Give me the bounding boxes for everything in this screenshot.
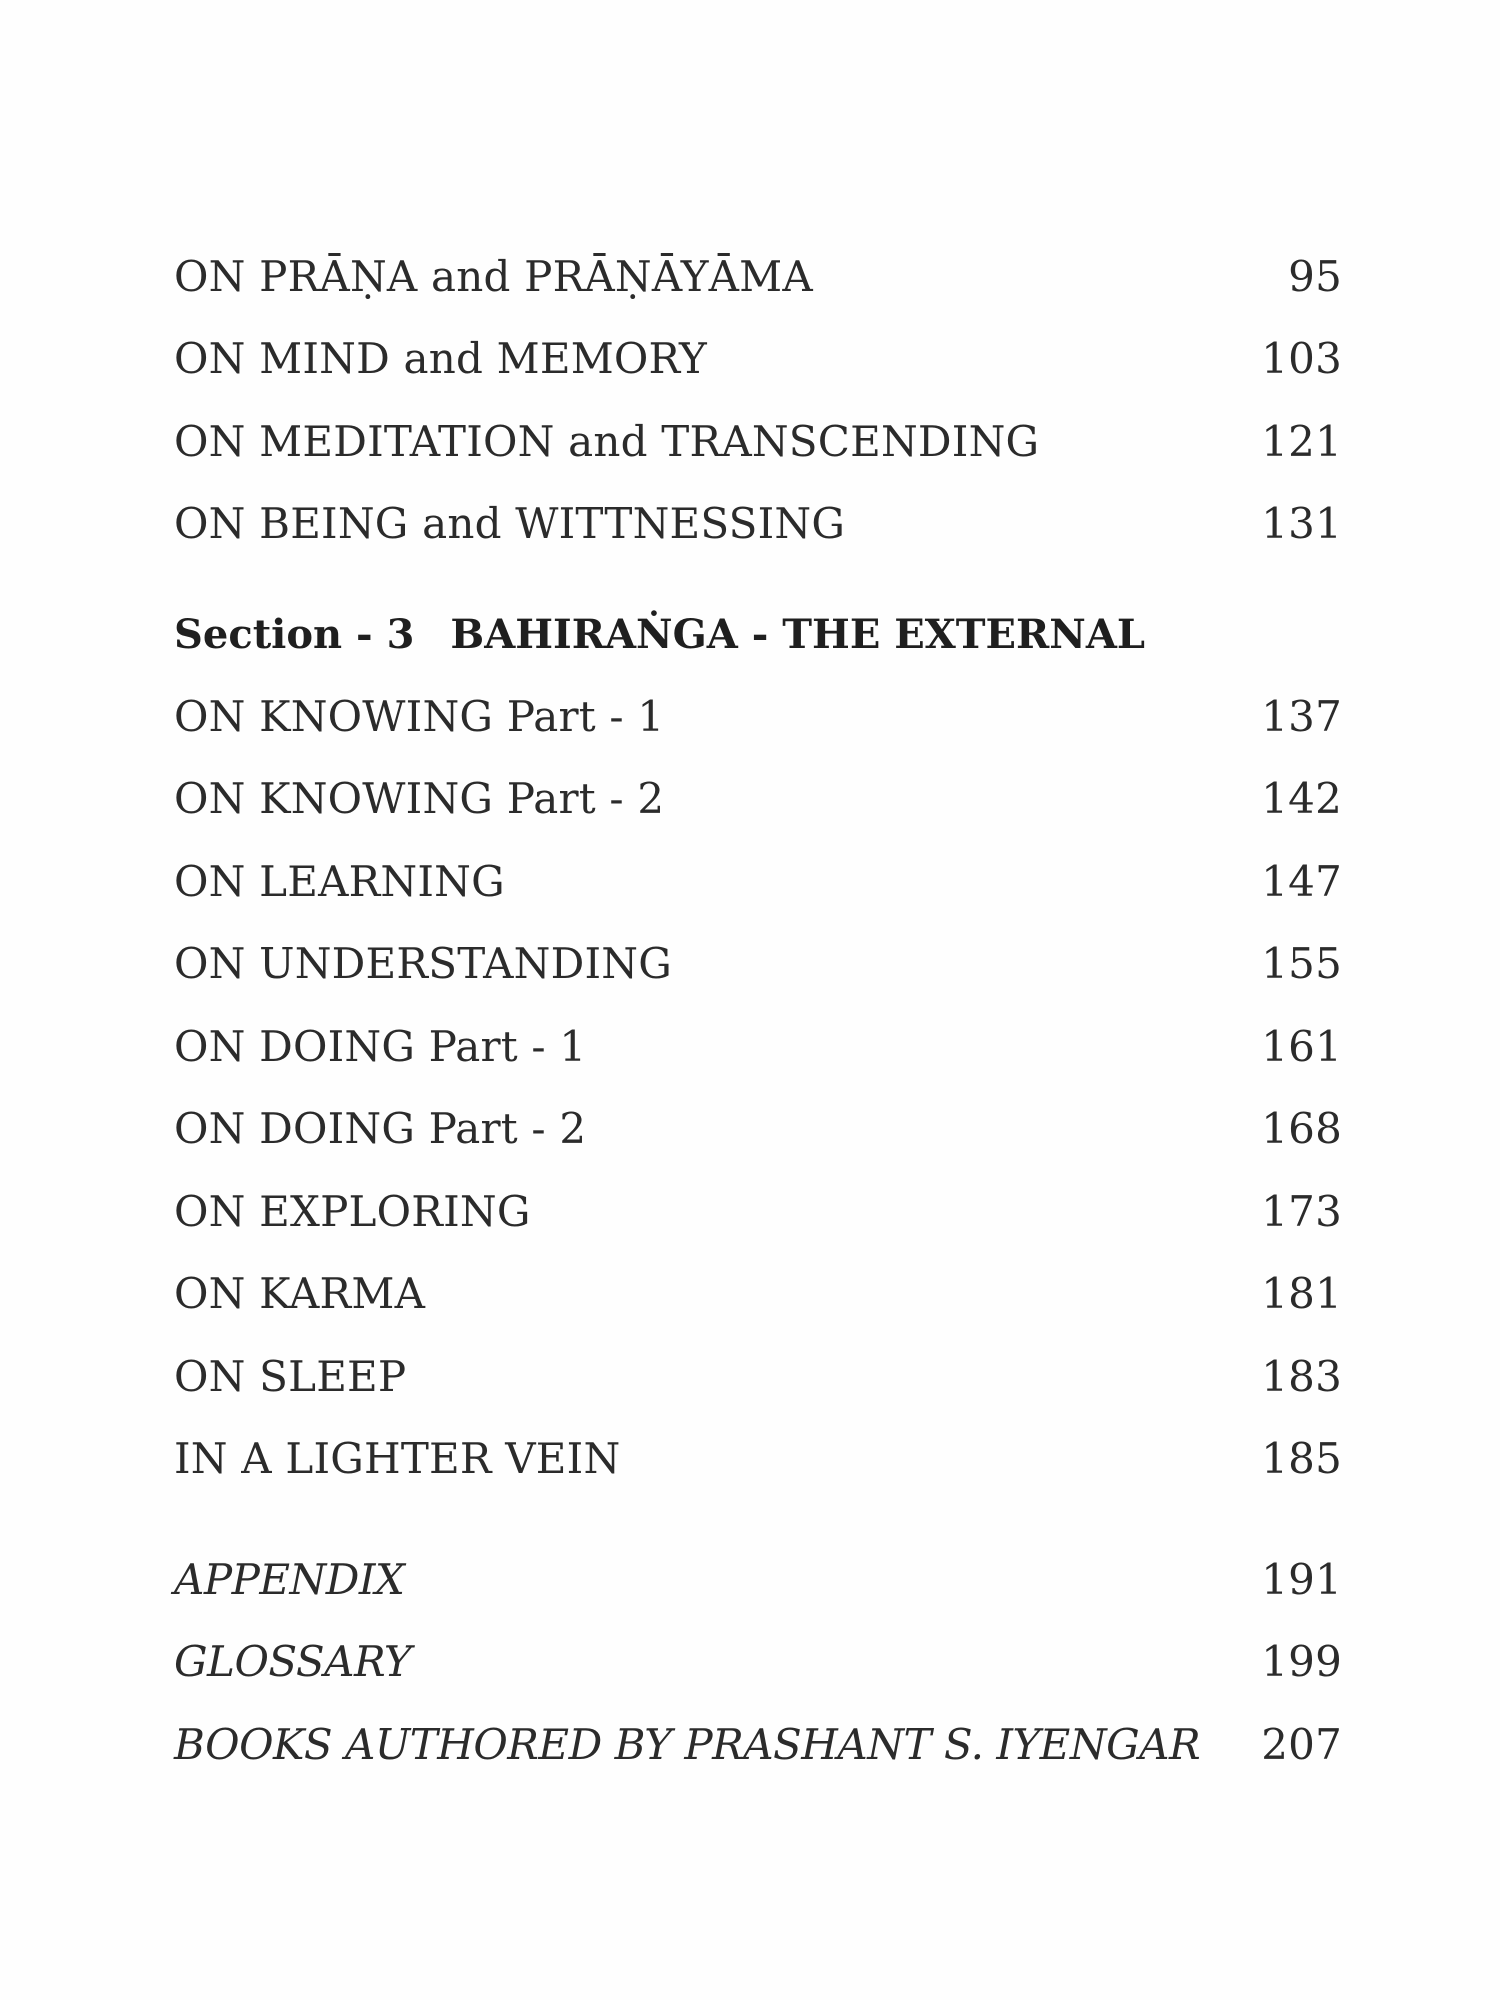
toc-entry-title: ON SLEEP	[174, 1351, 407, 1401]
toc-entry-page: 191	[1261, 1554, 1342, 1604]
toc-entry[interactable]	[174, 1346, 1342, 1406]
toc-entry-page: 183	[1261, 1351, 1342, 1401]
toc-entry-title: ON PRĀṆA and PRĀṆĀYĀMA	[174, 251, 813, 301]
toc-entry-title: ON EXPLORING	[174, 1186, 531, 1236]
toc-entry-title: ON KARMA	[174, 1268, 426, 1318]
toc-entry-page: 199	[1261, 1636, 1342, 1686]
toc-entry-page: 121	[1261, 416, 1342, 466]
toc-entry-title: ON MEDITATION and TRANSCENDING	[174, 416, 1040, 466]
section-title: BAHIRAṄGA - THE EXTERNAL	[450, 610, 1145, 658]
toc-entry-page: 168	[1261, 1103, 1342, 1153]
toc-entry[interactable]	[174, 246, 1342, 306]
toc-entry-page: 142	[1261, 773, 1342, 823]
toc-entry-title: ON UNDERSTANDING	[174, 938, 672, 988]
toc-entry[interactable]	[174, 686, 1342, 746]
toc-entry-title: ON MIND and MEMORY	[174, 333, 707, 383]
toc-entry-title: ON DOING Part - 2	[174, 1103, 587, 1153]
toc-entry[interactable]	[174, 411, 1342, 471]
toc-entry-page: 103	[1261, 333, 1342, 383]
toc-entry-glossary[interactable]	[174, 1631, 1342, 1691]
toc-entry-page: 95	[1288, 251, 1342, 301]
toc-entry-appendix[interactable]	[174, 1549, 1342, 1609]
toc-entry-title: ON DOING Part - 1	[174, 1021, 587, 1071]
section-heading	[174, 604, 1145, 664]
toc-entry[interactable]	[174, 328, 1342, 388]
toc-entry-page: 131	[1261, 498, 1342, 548]
toc-entry-page: 207	[1261, 1719, 1342, 1769]
toc-entry-books[interactable]	[174, 1714, 1342, 1774]
toc-entry[interactable]	[174, 493, 1342, 553]
toc-entry[interactable]	[174, 933, 1342, 993]
toc-entry-page: 181	[1261, 1268, 1342, 1318]
toc-entry-title: ON LEARNING	[174, 856, 505, 906]
toc-entry-page: 161	[1261, 1021, 1342, 1071]
toc-entry-title: ON BEING and WITTNESSING	[174, 498, 846, 548]
toc-entry[interactable]	[174, 1181, 1342, 1241]
toc-entry-page: 173	[1261, 1186, 1342, 1236]
toc-entry-title: ON KNOWING Part - 2	[174, 773, 665, 823]
toc-entry-page: 155	[1261, 938, 1342, 988]
toc-entry[interactable]	[174, 1098, 1342, 1158]
toc-entry-title: BOOKS AUTHORED BY PRASHANT S. IYENGAR	[174, 1719, 1201, 1769]
toc-entry[interactable]	[174, 1016, 1342, 1076]
toc-entry-title: GLOSSARY	[174, 1636, 412, 1686]
toc-entry[interactable]	[174, 1263, 1342, 1323]
toc-entry[interactable]	[174, 851, 1342, 911]
toc-entry-page: 137	[1261, 691, 1342, 741]
toc-entry-title: ON KNOWING Part - 1	[174, 691, 665, 741]
toc-entry-page: 185	[1261, 1433, 1342, 1483]
toc-entry-title: IN A LIGHTER VEIN	[174, 1433, 621, 1483]
toc-entry[interactable]	[174, 768, 1342, 828]
toc-entry-page: 147	[1261, 856, 1342, 906]
toc-entry-title: APPENDIX	[174, 1554, 405, 1604]
toc-entry[interactable]	[174, 1428, 1342, 1488]
section-label: Section - 3	[174, 610, 415, 658]
